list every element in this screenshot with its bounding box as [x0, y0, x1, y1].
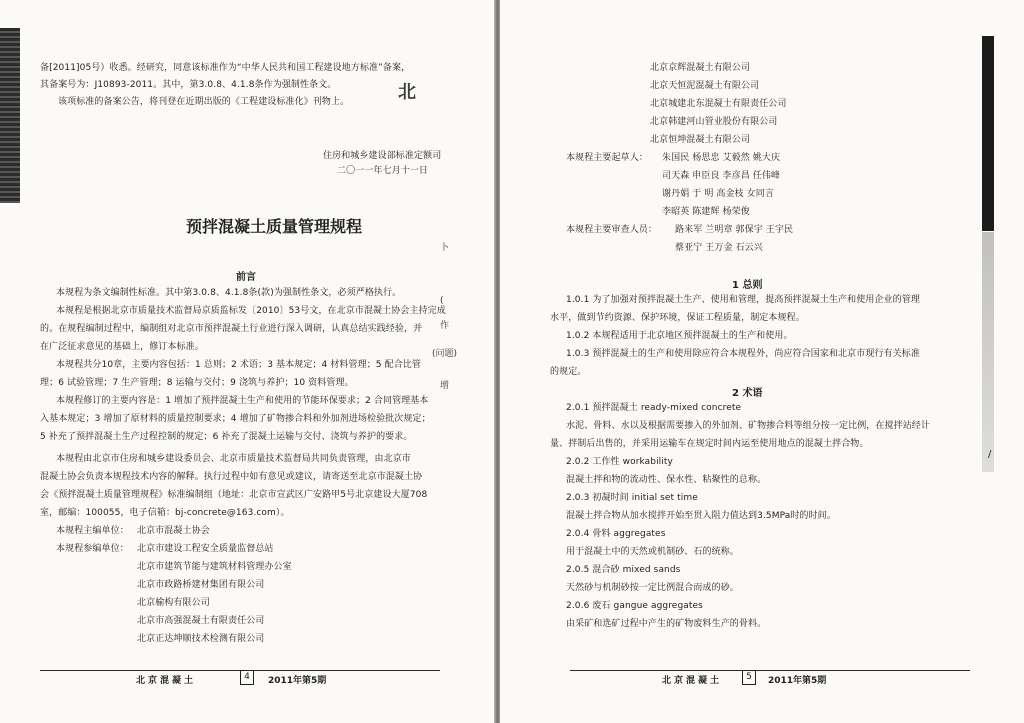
- participating-unit: 北京市高强混凝土有限责任公司: [137, 616, 265, 626]
- right-footer: [570, 670, 970, 687]
- drafters-line: 朱国民 杨思忠 艾毅然 姚大庆: [662, 153, 781, 163]
- unit-line: 北京城建北东混凝土有限责任公司: [650, 99, 787, 109]
- footer-journal: 北京混凝土: [136, 676, 197, 686]
- clause-line: 的规定。: [550, 367, 587, 377]
- intro-line: 其备案号为：J10893-2011。其中，第3.0.8、4.1.8条作为强制性条文。: [40, 80, 337, 90]
- margin-note: 增: [440, 381, 450, 391]
- term-line: 量、拌制后出售的，并采用运输车在规定时间内运至使用地点的混凝土拌合物。: [550, 439, 869, 449]
- participating-unit: 北京正达坤顺技术检测有限公司: [137, 634, 265, 644]
- unit-line: 北京恒坤混凝土有限公司: [650, 135, 751, 145]
- clause-line: 1.0.3 预拌混凝土的生产和使用除应符合本规程外，尚应符合国家和北京市现行有关标准: [566, 349, 920, 359]
- participating-unit: 北京市建设工程安全质量监督总站: [137, 544, 274, 554]
- participating-unit: 北京市政路桥建材集团有限公司: [137, 580, 265, 590]
- chapter-2-heading: 2 术语: [732, 388, 763, 399]
- reviewers-line: 路来军 兰明章 郭保宇 王宇民: [675, 225, 794, 235]
- margin-note: (问题): [432, 349, 458, 359]
- foreword-line: 混凝土协会负责本规程技术内容的解释。执行过程中如有意见或建议，请寄送至北京市混凝土协: [40, 472, 423, 482]
- term-line: 2.0.6 废石 gangue aggregates: [566, 601, 703, 611]
- foreword-line: 本规程修订的主要内容是：1 增加了预拌混凝土生产和使用的节能环保要求；2 合同管理基本: [56, 396, 429, 406]
- unit-line: 北京京辉混凝土有限公司: [650, 63, 751, 73]
- drafters-label: 本规程主要起草人：: [566, 153, 648, 163]
- left-page: [0, 0, 496, 723]
- participating-label: 本规程参编单位：: [56, 544, 129, 554]
- reviewers-line: 蔡亚宁 王万金 石云兴: [675, 243, 763, 253]
- foreword-line: 入基本规定；3 增加了原材料的质量控制要求；4 增加了矿物掺合料和外加剂进场检验批次规定；: [40, 414, 431, 424]
- foreword-line: 会《预拌混凝土质量管理规程》标准编制组（地址：北京市宣武区广安路甲5号北京建设大厦708: [40, 490, 428, 500]
- foreword-line: 室，邮编：100055，电子信箱：bj-concrete@163.com）。: [40, 508, 290, 518]
- unit-line: 北京韩建河山管业股份有限公司: [650, 117, 778, 127]
- footer-issue: 2011年第5期: [268, 676, 327, 686]
- foreword-line: 理；6 试验管理；7 生产管理；8 运输与交付；9 浇筑与养护；10 资料管理。: [40, 378, 354, 388]
- foreword-line: 本规程共分10章，主要内容包括：1 总则；2 术语；3 基本规定；4 材料管理；5 配合比管: [56, 360, 421, 370]
- signature-org: 住房和城乡建设部标准定额司: [323, 151, 442, 161]
- margin-note: 卜: [440, 243, 450, 253]
- foreword-line: 的。在规程编制过程中，编制组对北京市预拌混凝土行业进行深入调研，认真总结实践经验，并: [40, 324, 423, 334]
- footer-journal: 北京混凝土: [662, 676, 723, 686]
- foreword-line: 本规程由北京市住房和城乡建设委员会、北京市质量技术监督局共同负责管理，由北京市: [56, 454, 411, 464]
- chief-unit: 北京市混凝土协会: [137, 526, 210, 536]
- clause-line: 水平，做到节约资源、保护环境，保证工程质量，制定本规程。: [550, 313, 805, 323]
- binding-edge-mark: [0, 28, 20, 203]
- participating-unit: 北京榆构有限公司: [137, 598, 210, 608]
- intro-line: 备[2011]05号）收悉。经研究，同意该标准作为“中华人民共和国工程建设地方标准”备案，: [40, 63, 411, 73]
- chief-unit-label: 本规程主编单位：: [56, 526, 129, 536]
- foreword-line: 本规程是根据北京市质量技术监督局京质监标发〔2010〕53号文，在北京市混凝土协会主持完成: [56, 306, 446, 316]
- foreword-line: 在广泛征求意见的基础上，修订本标准。: [40, 342, 204, 352]
- footer-page-number: 4: [240, 670, 254, 685]
- foreword-line: 5 补充了预拌混凝土生产过程控制的规定；6 补充了混凝土运输与交付、浇筑与养护的要求。: [40, 432, 413, 442]
- foreword-line: 本规程为条文编制性标准。其中第3.0.8、4.1.8条(款)为强制性条文，必须严格执行。: [56, 288, 402, 298]
- clause-line: 1.0.1 为了加强对预拌混凝土生产、使用和管理，提高预拌混凝土生产和使用企业的管理: [566, 295, 920, 305]
- clause-line: 1.0.2 本规程适用于北京地区预拌混凝土的生产和使用。: [566, 331, 793, 341]
- participating-unit: 北京市建筑节能与建筑材料管理办公室: [137, 562, 292, 572]
- unit-line: 北京天恒泥混凝土有限公司: [650, 81, 760, 91]
- term-line: 2.0.4 骨料 aggregates: [566, 529, 666, 539]
- document-title: 预拌混凝土质量管理规程: [186, 217, 363, 236]
- right-page: [500, 0, 1024, 723]
- margin-note: 北: [398, 82, 416, 103]
- term-line: 天然砂与机制砂按一定比例混合而成的砂。: [566, 583, 739, 593]
- margin-note: 作: [440, 321, 450, 331]
- chapter-1-heading: 1 总则: [732, 280, 763, 291]
- signature-date: 二〇一一年七月十一日: [337, 166, 429, 176]
- left-footer: [40, 670, 440, 687]
- term-line: 混凝土拌和物的流动性、保水性、粘聚性的总称。: [566, 475, 767, 485]
- term-line: 水泥、骨料、水以及根据需要掺入的外加剂、矿物掺合料等组分按一定比例，在搅拌站经计: [566, 421, 931, 431]
- term-line: 2.0.1 预拌混凝土 ready-mixed concrete: [566, 403, 742, 413]
- term-line: 2.0.2 工作性 workability: [566, 457, 673, 467]
- term-line: 2.0.3 初凝时间 initial set time: [566, 493, 698, 503]
- margin-tick: /: [988, 449, 992, 460]
- drafters-line: 谢丹娟 于 明 高金枝 女同言: [662, 189, 774, 199]
- scan-shadow: [982, 232, 994, 472]
- intro-line: 该项标准的备案公告，将刊登在近期出版的《工程建设标准化》刊物上。: [58, 97, 350, 107]
- reviewers-label: 本规程主要审查人员：: [566, 225, 658, 235]
- term-line: 混凝土拌合物从加水搅拌开始至贯入阻力值达到3.5MPa时的时间。: [566, 511, 836, 521]
- term-line: 2.0.5 混合砂 mixed sands: [566, 565, 681, 575]
- margin-note: (: [440, 296, 444, 306]
- binding-edge-mark: [982, 36, 994, 231]
- foreword-heading: 前言: [236, 272, 256, 283]
- drafters-line: 李昭英 陈建辉 杨荣俊: [662, 207, 750, 217]
- drafters-line: 司天森 申臣良 李彦昌 任伟峰: [662, 171, 781, 181]
- term-line: 用于混凝土中的天然或机制砂、石的统称。: [566, 547, 739, 557]
- term-line: 由采矿和选矿过程中产生的矿物废料生产的骨料。: [566, 619, 767, 629]
- footer-page-number: 5: [742, 670, 756, 685]
- footer-issue: 2011年第5期: [768, 676, 827, 686]
